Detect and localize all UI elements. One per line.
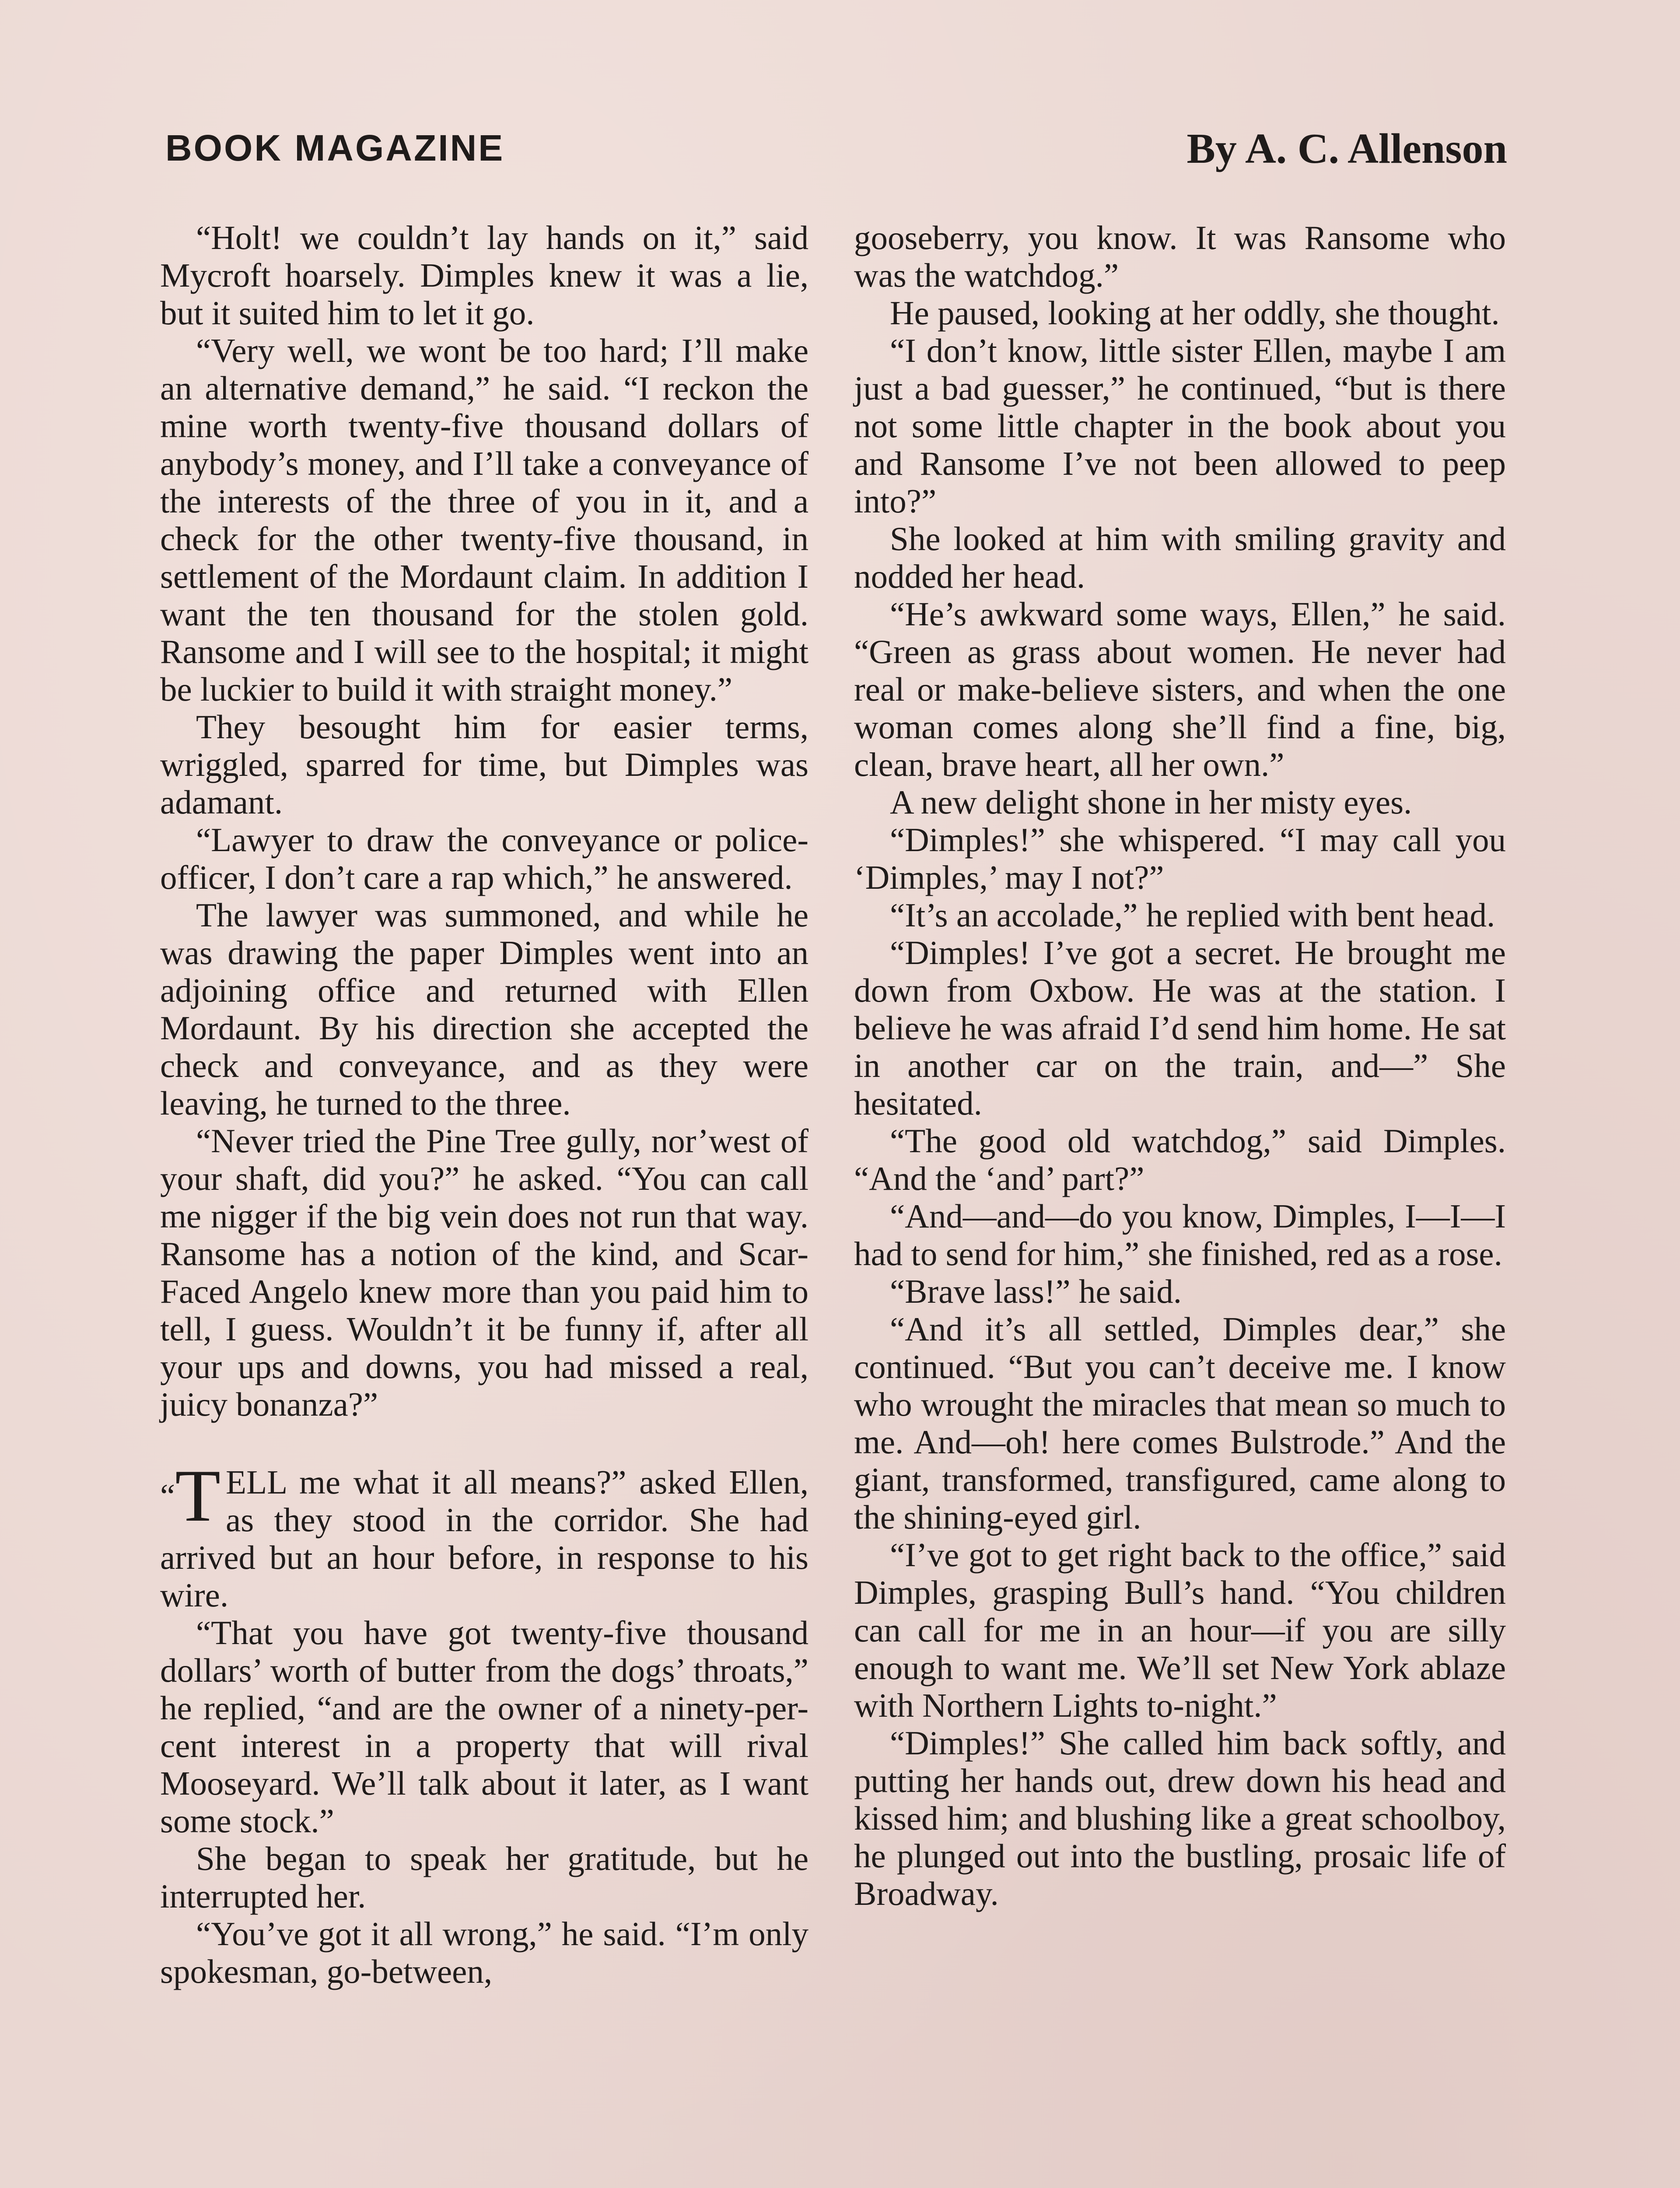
paragraph-continued: gooseberry, you know. It was Ransome who was the watchdog.” <box>854 219 1506 294</box>
paragraph: “The good old watchdog,” said Dimples. “And the ‘and’ part?” <box>854 1122 1506 1197</box>
paragraph: “Never tried the Pine Tree gully, nor’west of your shaft, did you?” he asked. “You can call me nigger if the big vein does not run that way. Ransome has a notion of the kind, and Scar-Faced Angelo knew more than you paid him to tell, I guess. Wouldn’t it be funny if, after all your ups and downs, you had missed a real, juicy bonanza?” <box>160 1122 808 1423</box>
paragraph: “I don’t know, little sister Ellen, maybe I am just a bad guesser,” he continued, “but is there not some little chapter in the book about you and Ransome I’ve not been allowed to peep into?” <box>854 332 1506 520</box>
paragraph: “Dimples!” She called him back softly, and putting her hands out, drew down his head and kissed him; and blushing like a great schoolboy, he plunged out into the bustling, prosaic life of Broadway. <box>854 1724 1506 1912</box>
paragraph: “Lawyer to draw the conveyance or police-officer, I don’t care a rap which,” he answered. <box>160 821 808 896</box>
section-break <box>160 1423 808 1463</box>
page-header <box>165 127 1507 179</box>
paragraph: “Dimples!” she whispered. “I may call you ‘Dimples,’ may I not?” <box>854 821 1506 896</box>
paragraph: “Brave lass!” he said. <box>890 1273 1182 1310</box>
paragraph: “Dimples! I’ve got a secret. He brought me down from Oxbow. He was at the station. I believe he was afraid I’d send him home. He sat in another car on the train, and—” She hesitated. <box>854 934 1506 1122</box>
paragraph: “That you have got twenty-five thousand dollars’ worth of butter from the dogs’ throats,” he replied, “and are the owner of a ninety-per-cent interest in a property that will rival Mooseyard. We’ll talk about it later, as I want some stock.” <box>160 1614 808 1840</box>
right-text-column <box>854 219 1506 1912</box>
paragraph: He paused, looking at her oddly, she thought. <box>890 294 1500 332</box>
paragraph: “You’ve got it all wrong,” he said. “I’m only spokesman, go-between, <box>160 1915 808 1990</box>
paragraph: “I’ve got to get right back to the office,” said Dimples, grasping Bull’s hand. “You children can call for me in an hour—if you are silly enough to want me. We’ll set New York ablaze with Northern Lights to-night.” <box>854 1536 1506 1724</box>
paragraph: “Holt! we couldn’t lay hands on it,” said Mycroft hoarsely. Dimples knew it was a lie, but it suited him to let it go. <box>160 219 808 332</box>
paragraph: The lawyer was summoned, and while he was drawing the paper Dimples went into an adjoining office and returned with Ellen Mordaunt. By his direction she accepted the check and conveyance, and as they were leaving, he turned to the three. <box>160 896 808 1122</box>
drop-cap-quote: “ <box>160 1477 175 1515</box>
paragraph: “And it’s all settled, Dimples dear,” she continued. “But you can’t deceive me. I know who wrought the miracles that mean so much to me. And—oh! here comes Bulstrode.” And the giant, transformed, transfigured, came along to the shining-eyed girl. <box>854 1310 1506 1536</box>
drop-cap <box>160 1455 221 1537</box>
drop-cap-letter: T <box>175 1455 221 1537</box>
paragraph: “It’s an accolade,” he replied with bent head. <box>890 896 1495 934</box>
paragraph: She looked at him with smiling gravity and nodded her head. <box>854 520 1506 595</box>
dropcap-paragraph <box>160 1455 808 1614</box>
paragraph: She began to speak her gratitude, but he interrupted her. <box>160 1840 808 1915</box>
author-byline: By A. C. Allenson <box>1186 125 1507 172</box>
paragraph: “Very well, we wont be too hard; I’ll make an alternative demand,” he said. “I reckon the mine worth twenty-five thousand dollars of anybody’s money, and I’ll take a conveyance of the interests of the three of you in it, and a check for the other twenty-five thousand, in settlement of the Mordaunt claim. In addition I want the ten thousand for the stolen gold. Ransome and I will see to the hospital; it might be luckier to build it with straight money.” <box>160 332 808 708</box>
paragraph: They besought him for easier terms, wriggled, sparred for time, but Dimples was adamant. <box>160 708 808 821</box>
paragraph: “And—and—do you know, Dimples, I—I—I had to send for him,” she finished, red as a rose. <box>854 1197 1506 1273</box>
dropcap-paragraph-text: ELL me what it all means?” asked Ellen, as they stood in the corridor. She had arrived but an hour before, in response to his wire. <box>160 1463 808 1614</box>
paragraph: “He’s awkward some ways, Ellen,” he said. “Green as grass about women. He never had real or make-believe sisters, and when the one woman comes along she’ll find a fine, big, clean, brave heart, all her own.” <box>854 595 1506 783</box>
magazine-title: BOOK MAGAZINE <box>165 127 505 168</box>
paragraph: A new delight shone in her misty eyes. <box>890 783 1412 821</box>
left-text-column <box>160 219 808 1990</box>
